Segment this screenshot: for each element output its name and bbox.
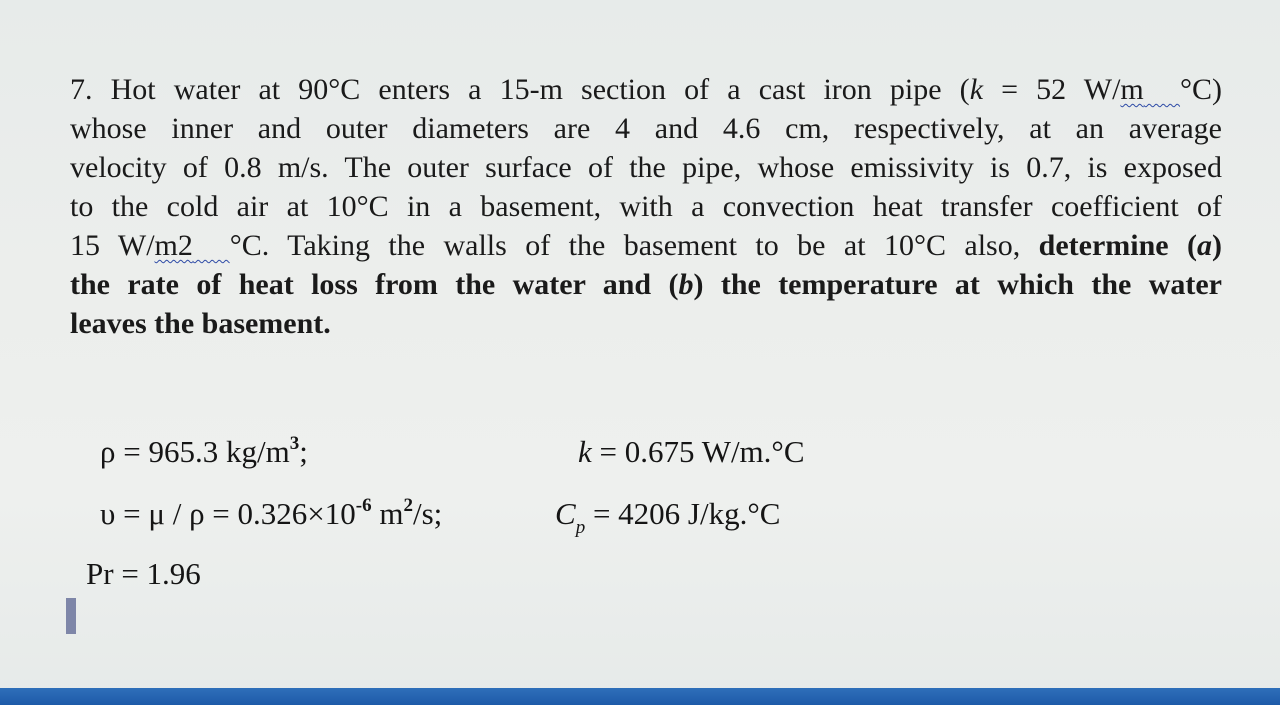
spellcheck-gap-2 — [193, 229, 230, 262]
taskbar — [0, 688, 1280, 705]
problem-statement — [70, 70, 1222, 343]
problem-line-6 — [70, 265, 1222, 304]
line1-mid: = 52 W/ — [983, 73, 1121, 106]
line5-determine: determine ( — [1038, 229, 1198, 262]
problem-line-3: velocity of 0.8 m/s. The outer surface of the pipe, whose emissivity is 0.7, is exposed — [70, 151, 1222, 184]
spellcheck-gap — [1144, 73, 1180, 106]
spellcheck-word-m2: m2 — [154, 229, 193, 262]
line1-k: k — [969, 73, 984, 106]
specific-heat-value: = 4206 J/kg.°C — [585, 496, 781, 531]
line5-a: a — [1197, 229, 1213, 262]
viscosity-exponent: -6 — [355, 495, 372, 516]
conductivity-symbol: k — [578, 434, 592, 469]
conductivity-equation — [578, 434, 805, 470]
line5-start: 15 W/ — [70, 229, 155, 262]
line6-b: b — [678, 268, 694, 301]
specific-heat-symbol: C — [555, 496, 576, 531]
conductivity-value: = 0.675 W/m.°C — [591, 434, 805, 469]
line5-paren: ) — [1212, 229, 1223, 262]
spellcheck-word-m: m — [1120, 73, 1144, 106]
density-equation — [100, 434, 308, 470]
line6-end: ) the temperature at which the water — [693, 268, 1223, 301]
text-cursor[interactable] — [66, 598, 76, 634]
viscosity-tail: /s; — [412, 496, 443, 531]
line1-text: 7. Hot water at 90°C enters a 15-m section of a cast iron pipe ( — [70, 73, 970, 106]
viscosity-unit: m — [371, 496, 404, 531]
specific-heat-equation — [555, 496, 781, 538]
line1-end: °C) — [1180, 73, 1223, 106]
problem-line-2: whose inner and outer diameters are 4 and 4.6 cm, respectively, at an average — [70, 112, 1222, 145]
viscosity-unit-exponent: 2 — [403, 495, 413, 516]
prandtl-equation: Pr = 1.96 — [86, 556, 201, 591]
specific-heat-subscript: p — [575, 517, 586, 538]
problem-line-4: to the cold air at 10°C in a basement, with a convection heat transfer coefficient of — [70, 190, 1222, 223]
line5-mid: °C. Taking the walls of the basement to be at 10°C also, — [229, 229, 1039, 262]
density-exponent: 3 — [289, 433, 300, 454]
problem-line-5 — [70, 226, 1222, 265]
problem-line-7: leaves the basement. — [70, 307, 331, 340]
viscosity-text: υ = μ / ρ = 0.326×10 — [100, 496, 356, 531]
density-semicolon: ; — [299, 434, 308, 469]
problem-line-1 — [70, 70, 1222, 109]
viscosity-equation — [100, 496, 442, 532]
density-text: ρ = 965.3 kg/m — [100, 434, 290, 469]
line6-start: the rate of heat loss from the water and ( — [70, 268, 679, 301]
